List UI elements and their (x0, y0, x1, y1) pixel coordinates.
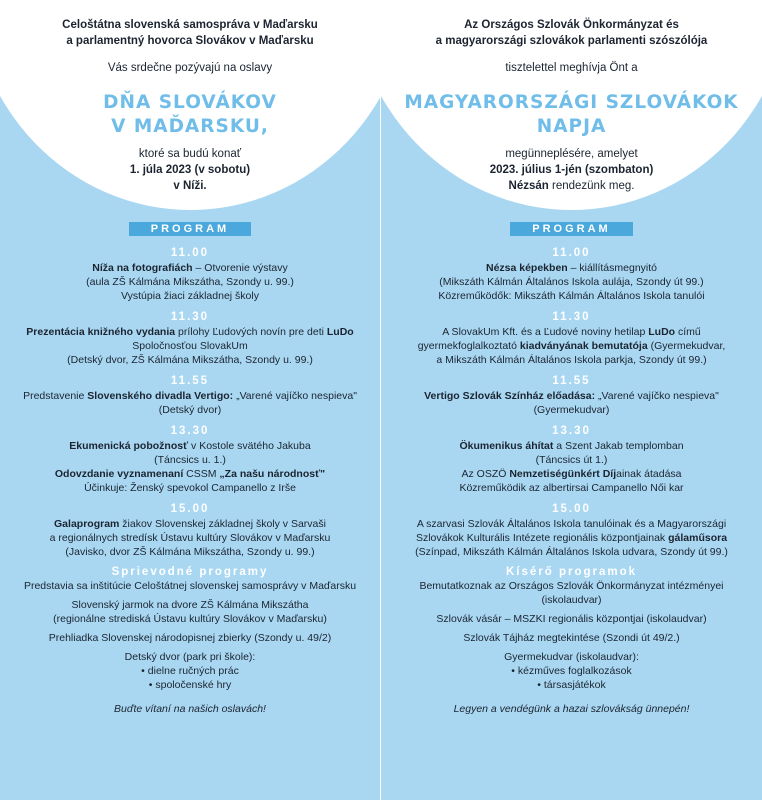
list-item: • spoločenské hry (148, 679, 232, 691)
program-time: 11.30 (170, 311, 210, 323)
side-program-item: Prehliadka Slovenskej národopisnej zbierky (Szondy u. 49/2) (48, 632, 332, 644)
side-program-item: Bemutatkoznak az Országos Szlovák Önkormányzat intézményei (419, 580, 724, 592)
program-item: Níža na fotografiách – Otvorenie výstavy (92, 262, 288, 274)
list-item: • társasjátékok (537, 679, 606, 691)
closing-line: Legyen a vendégünk a hazai szlovákság ünnepén! (453, 703, 690, 715)
event-date: megünneplésére, amelyet 2023. július 1-jén (szombaton) Nézsán rendezünk meg. (489, 148, 654, 192)
side-program-item: Predstavia sa inštitúcie Celoštátnej slovenskej samosprávy v Maďarsku (23, 580, 357, 592)
event-title: DŇA SLOVÁKOV V MAĎARSKU, (103, 92, 277, 137)
organizers: Az Országos Szlovák Önkormányzat és a magyarországi szlovákok parlamenti szószólója (435, 19, 708, 47)
program-item: Ökumenikus áhítat a Szent Jakab templomban (459, 440, 684, 452)
side-program-item: Szlovák vásár – MSZKI regionális központjai (iskolaudvar) (436, 613, 707, 625)
program-item: A SlovakUm Kft. és a Ľudové noviny hetilap LuDo című (442, 326, 701, 338)
invitation-text: tisztelettel meghívja Önt a (505, 62, 638, 74)
program-time: 15.00 (170, 503, 210, 515)
program-time: 11.55 (552, 375, 591, 387)
program-item: Galaprogram žiakov Slovenskej základnej školy v Sarvaši (54, 518, 326, 530)
program-heading: PROGRAM (510, 222, 632, 236)
program-item: Predstavenie Slovenského divadla Vertigo: „Varené vajíčko nespieva" (23, 390, 357, 402)
program-list: 11.00 Níža na fotografiách – Otvorenie výstavy (aula ZŠ Kálmána Mikszátha, Szondy u. 99.) Vystúpia žiaci základnej školy 11.30 Prezentácia knižného vydania prílohy Ľudových novín pre deti LuDo Spoločnosťou SlovakUm (Detský dvor, ZŠ Kálmána Mikszátha, Szondy u. 99.) 11.55 Predstavenie Slovenského divadla Vertigo: „Varené vajíčko nespieva" (Detský dvor) 13.30 Ekumenická pobožnosť v Kostole svätého Jakuba (Táncsics u. 1.) Odovzdanie vyznamenaní CSSM „Za našu národnosť" Účinkuje: Ženský spevokol Campanello z Irše 15.00 Galaprogram žiakov Slovenskej základnej školy v Sarvaši a regionálnych stredísk Ústavu kultúry Slovákov v Maďarsku (Javisko, dvor ZŠ Kálmána Mikszátha, Szondy u. 99.) Sprievodné programy Predstavia sa inštitúcie Celoštátnej slovenskej samosprávy v Maďarsku Slovenský jarmok na dvore ZŠ Kálmána Mikszátha (regionálne strediská Ústavu kultúry Slovákov v Maďarsku) Prehliadka Slovenskej národopisnej zbierky (Szondy u. 49/2) Detský dvor (park pri škole): • dielne ručných prác • spoločenské hry Buďte vítaní na našich oslavách! (12, 246, 368, 716)
list-item: • kézműves foglalkozások (511, 665, 632, 677)
side-program-item: Szlovák Tájház megtekintése (Szondi út 49/2.) (463, 632, 680, 644)
program-item: Nézsa képekben – kiállításmegnyitó (485, 262, 657, 274)
event-title: MAGYARORSZÁGI SZLOVÁKOK NAPJA (404, 92, 739, 137)
side-programs-heading: Sprievodné programy (111, 566, 269, 578)
program-time: 11.55 (170, 375, 210, 387)
program-item: Prezentácia knižného vydania prílohy Ľudových novín pre deti LuDo (26, 326, 354, 338)
program-item: A szarvasi Szlovák Általános Iskola tanulóinak és a Magyarországi (416, 518, 727, 530)
hungarian-panel (381, 0, 762, 800)
program-time: 11.00 (170, 247, 210, 259)
program-time: 11.00 (552, 247, 591, 259)
program-time: 13.30 (170, 425, 210, 437)
side-programs-heading: Kísérő programok (505, 566, 638, 578)
side-program-item: Detský dvor (park pri škole): (124, 651, 256, 663)
invitation-text: Vás srdečne pozývajú na oslavy (107, 62, 273, 74)
side-program-item: Gyermekudvar (iskolaudvar): (504, 651, 639, 663)
program-heading: PROGRAM (129, 222, 251, 236)
program-item: Ekumenická pobožnosť v Kostole svätého Jakuba (69, 440, 311, 452)
program-item: Vertigo Szlovák Színház előadása: „Varené vajíčko nespieva" (424, 390, 719, 402)
program-time: 15.00 (552, 503, 591, 515)
organizers: Celoštátna slovenská samospráva v Maďarsku a parlamentný hovorca Slovákov v Maďarsku (62, 19, 318, 47)
event-date: ktoré sa budú konať 1. júla 2023 (v sobotu) v Níži. (129, 148, 251, 192)
program-list: 11.00 Nézsa képekben – kiállításmegnyitó (Mikszáth Kálmán Általános Iskola aulája, Szondy út 99.) Közreműködők: Mikszáth Kálmán Általános Iskola tanulói 11.30 A SlovakUm Kft. és a Ľudové noviny hetilap LuDo című gyermekfoglalkoztató kiadványának bemutatója (Gyermekudvar, a Mikszáth Kálmán Általános Iskola parkja, Szondy út 99.) 11.55 Vertigo Szlovák Színház előadása: „Varené vajíčko nespieva" (Gyermekudvar) 13.30 Ökumenikus áhítat a Szent Jakab templomban (Táncsics út 1.) Az OSZÖ Nemzetiségünkért Díjainak átadása Közreműködik az albertirsai Campanello Női kar 15.00 A szarvasi Szlovák Általános Iskola tanulóinak és a Magyarországi Szlovákok Kulturális Intézete regionális központjainak gálaműsora (Színpad, Mikszáth Kálmán Általános Iskola udvara, Szondy út 99.) Kísérő programok Bemutatkoznak az Országos Szlovák Önkormányzat intézményei (iskolaudvar) Szlovák vásár – MSZKI regionális központjai (iskolaudvar) Szlovák Tájház megtekintése (Szondi út 49/2.) Gyermekudvar (iskolaudvar): • kézműves foglalkozások • társasjátékok Legyen a vendégünk a hazai szlovákság ünnepén! (393, 246, 750, 716)
program-time: 13.30 (552, 425, 591, 437)
closing-line: Buďte vítaní na našich oslavách! (114, 703, 266, 715)
side-program-item: Slovenský jarmok na dvore ZŠ Kálmána Mikszátha (71, 599, 309, 611)
list-item: • dielne ručných prác (141, 665, 239, 677)
program-time: 11.30 (552, 311, 591, 323)
